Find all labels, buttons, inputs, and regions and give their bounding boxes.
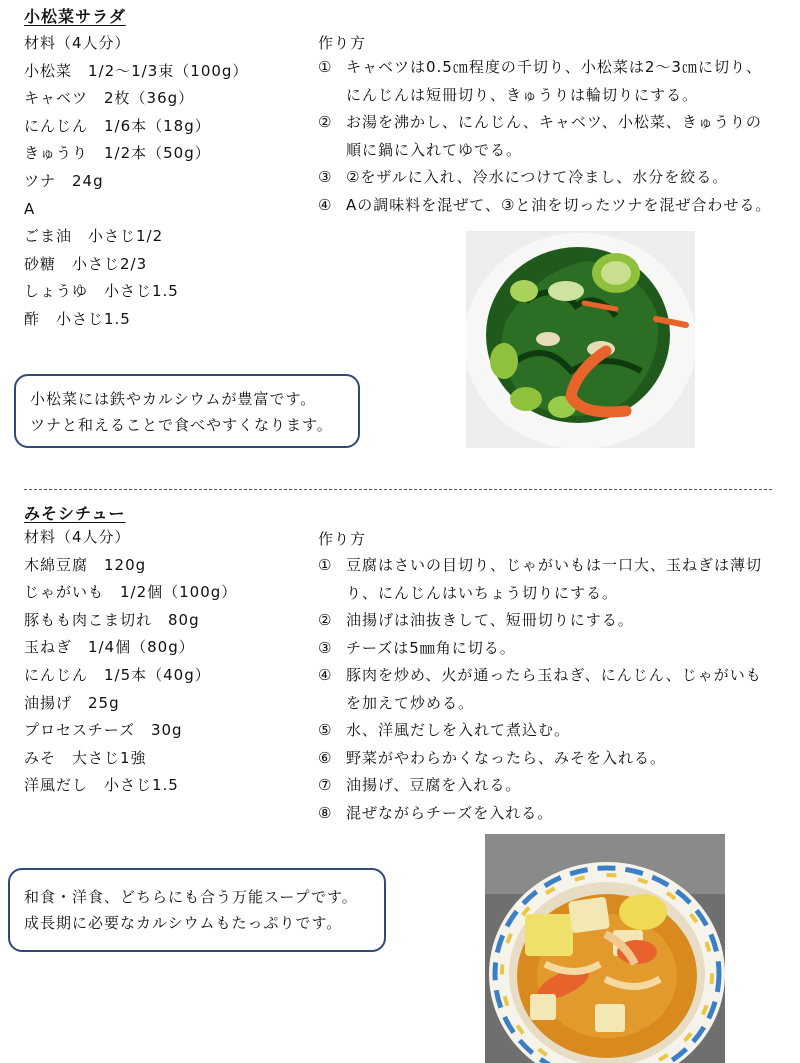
recipe2-note xyxy=(8,868,386,952)
recipe1-steps xyxy=(318,54,773,219)
ingredient-item: 玉ねぎ 1/4個（80g） xyxy=(24,638,195,657)
step-number: ⑦ xyxy=(318,776,333,794)
ingredient-item: 酢 小さじ1.5 xyxy=(24,309,131,328)
step-number: ② xyxy=(318,611,333,629)
note-line: ツナと和えることで食べやすくなります。 xyxy=(30,416,333,434)
ingredient-item: ツナ 24g xyxy=(24,171,104,190)
step-item xyxy=(318,164,773,192)
ingredient-item: みそ 大さじ1強 xyxy=(24,748,147,767)
ingredient-item: キャベツ 2枚（36g） xyxy=(24,89,195,108)
step-text: チーズは5㎜角に切る。 xyxy=(346,638,516,657)
ingredient-item: プロセスチーズ 30g xyxy=(24,721,183,740)
step-text: Aの調味料を混ぜて、③と油を切ったツナを混ぜ合わせる。 xyxy=(346,195,772,214)
step-item xyxy=(318,54,773,109)
ingredient-item: 砂糖 小さじ2/3 xyxy=(24,254,148,273)
step-text: 油揚げは油抜きして、短冊切りにする。 xyxy=(346,611,634,629)
ingredient-item: きゅうり 1/2本（50g） xyxy=(24,144,211,163)
recipe2-ingredients xyxy=(24,524,237,800)
step-item xyxy=(318,607,773,635)
step-item xyxy=(318,109,773,164)
step-number: ④ xyxy=(318,195,333,214)
salad-photo xyxy=(466,231,695,448)
ingredients-header: 材料（4人分） xyxy=(24,528,131,546)
ingredient-item: しょうゆ 小さじ1.5 xyxy=(24,282,179,301)
step-text: 油揚げ、豆腐を入れる。 xyxy=(346,776,522,794)
step-number: ② xyxy=(318,113,333,131)
note-line: 小松菜には鉄やカルシウムが豊富です。 xyxy=(30,390,317,408)
step-text: キャベツは0.5㎝程度の千切り、小松菜は2～3㎝に切り、にんじんは短冊切り、きゅうりは輪切りにする。 xyxy=(346,58,762,104)
recipe1-note xyxy=(14,374,360,448)
ingredient-item: ごま油 小さじ1/2 xyxy=(24,227,164,246)
ingredient-item: にんじん 1/5本（40g） xyxy=(24,665,211,684)
recipe1-ingredients xyxy=(24,30,248,334)
step-text: 野菜がやわらかくなったら、みそを入れる。 xyxy=(346,748,667,767)
step-item xyxy=(318,800,773,828)
ingredient-item: 木綿豆腐 120g xyxy=(24,555,147,574)
step-number: ③ xyxy=(318,638,333,657)
ingredient-item: 洋風だし 小さじ1.5 xyxy=(24,776,179,795)
step-text: 水、洋風だしを入れて煮込む。 xyxy=(346,721,571,739)
step-text: 混ぜながらチーズを入れる。 xyxy=(346,803,554,822)
ingredient-item: 小松菜 1/2～1/3束（100g） xyxy=(24,61,249,80)
ingredient-item: 油揚げ 25g xyxy=(24,693,120,712)
step-item xyxy=(318,635,773,663)
ingredient-item: にんじん 1/6本（18g） xyxy=(24,116,211,135)
note-line: 成長期に必要なカルシウムもたっぷりです。 xyxy=(24,914,343,932)
ingredient-item: 豚もも肉こま切れ 80g xyxy=(24,610,200,629)
step-number: ③ xyxy=(318,168,333,186)
method-header: 作り方 xyxy=(318,530,367,548)
step-item xyxy=(318,745,773,773)
ingredients-header: 材料（4人分） xyxy=(24,34,131,52)
step-text: お湯を沸かし、にんじん、キャベツ、小松菜、きゅうりの順に鍋に入れてゆでる。 xyxy=(346,113,762,159)
step-number: ① xyxy=(318,556,333,574)
step-item xyxy=(318,772,773,800)
step-number: ④ xyxy=(318,666,333,684)
step-item xyxy=(318,717,773,745)
step-text: 豆腐はさいの目切り、じゃがいもは一口大、玉ねぎは薄切り、にんじんはいちょう切りにする。 xyxy=(346,556,763,602)
step-item xyxy=(318,552,773,607)
stew-photo xyxy=(485,834,725,1063)
step-number: ⑧ xyxy=(318,803,333,822)
note-line: 和食・洋食、どちらにも合う万能スープです。 xyxy=(24,888,358,906)
step-number: ① xyxy=(318,58,333,76)
step-item xyxy=(318,662,773,717)
ingredient-item: A xyxy=(24,199,36,218)
step-number: ⑤ xyxy=(318,721,333,739)
method-header: 作り方 xyxy=(318,34,367,52)
step-item xyxy=(318,192,773,220)
step-text: ②をザルに入れ、冷水につけて冷まし、水分を絞る。 xyxy=(346,168,729,186)
recipe2-title: みそシチュー xyxy=(24,504,126,523)
recipe1-title: 小松菜サラダ xyxy=(24,7,126,26)
ingredient-item: じゃがいも 1/2個（100g） xyxy=(24,583,238,602)
recipe2-steps xyxy=(318,552,773,827)
step-text: 豚肉を炒め、火が通ったら玉ねぎ、にんじん、じゃがいもを加えて炒める。 xyxy=(346,666,762,712)
section-divider xyxy=(24,489,772,490)
step-number: ⑥ xyxy=(318,748,333,767)
